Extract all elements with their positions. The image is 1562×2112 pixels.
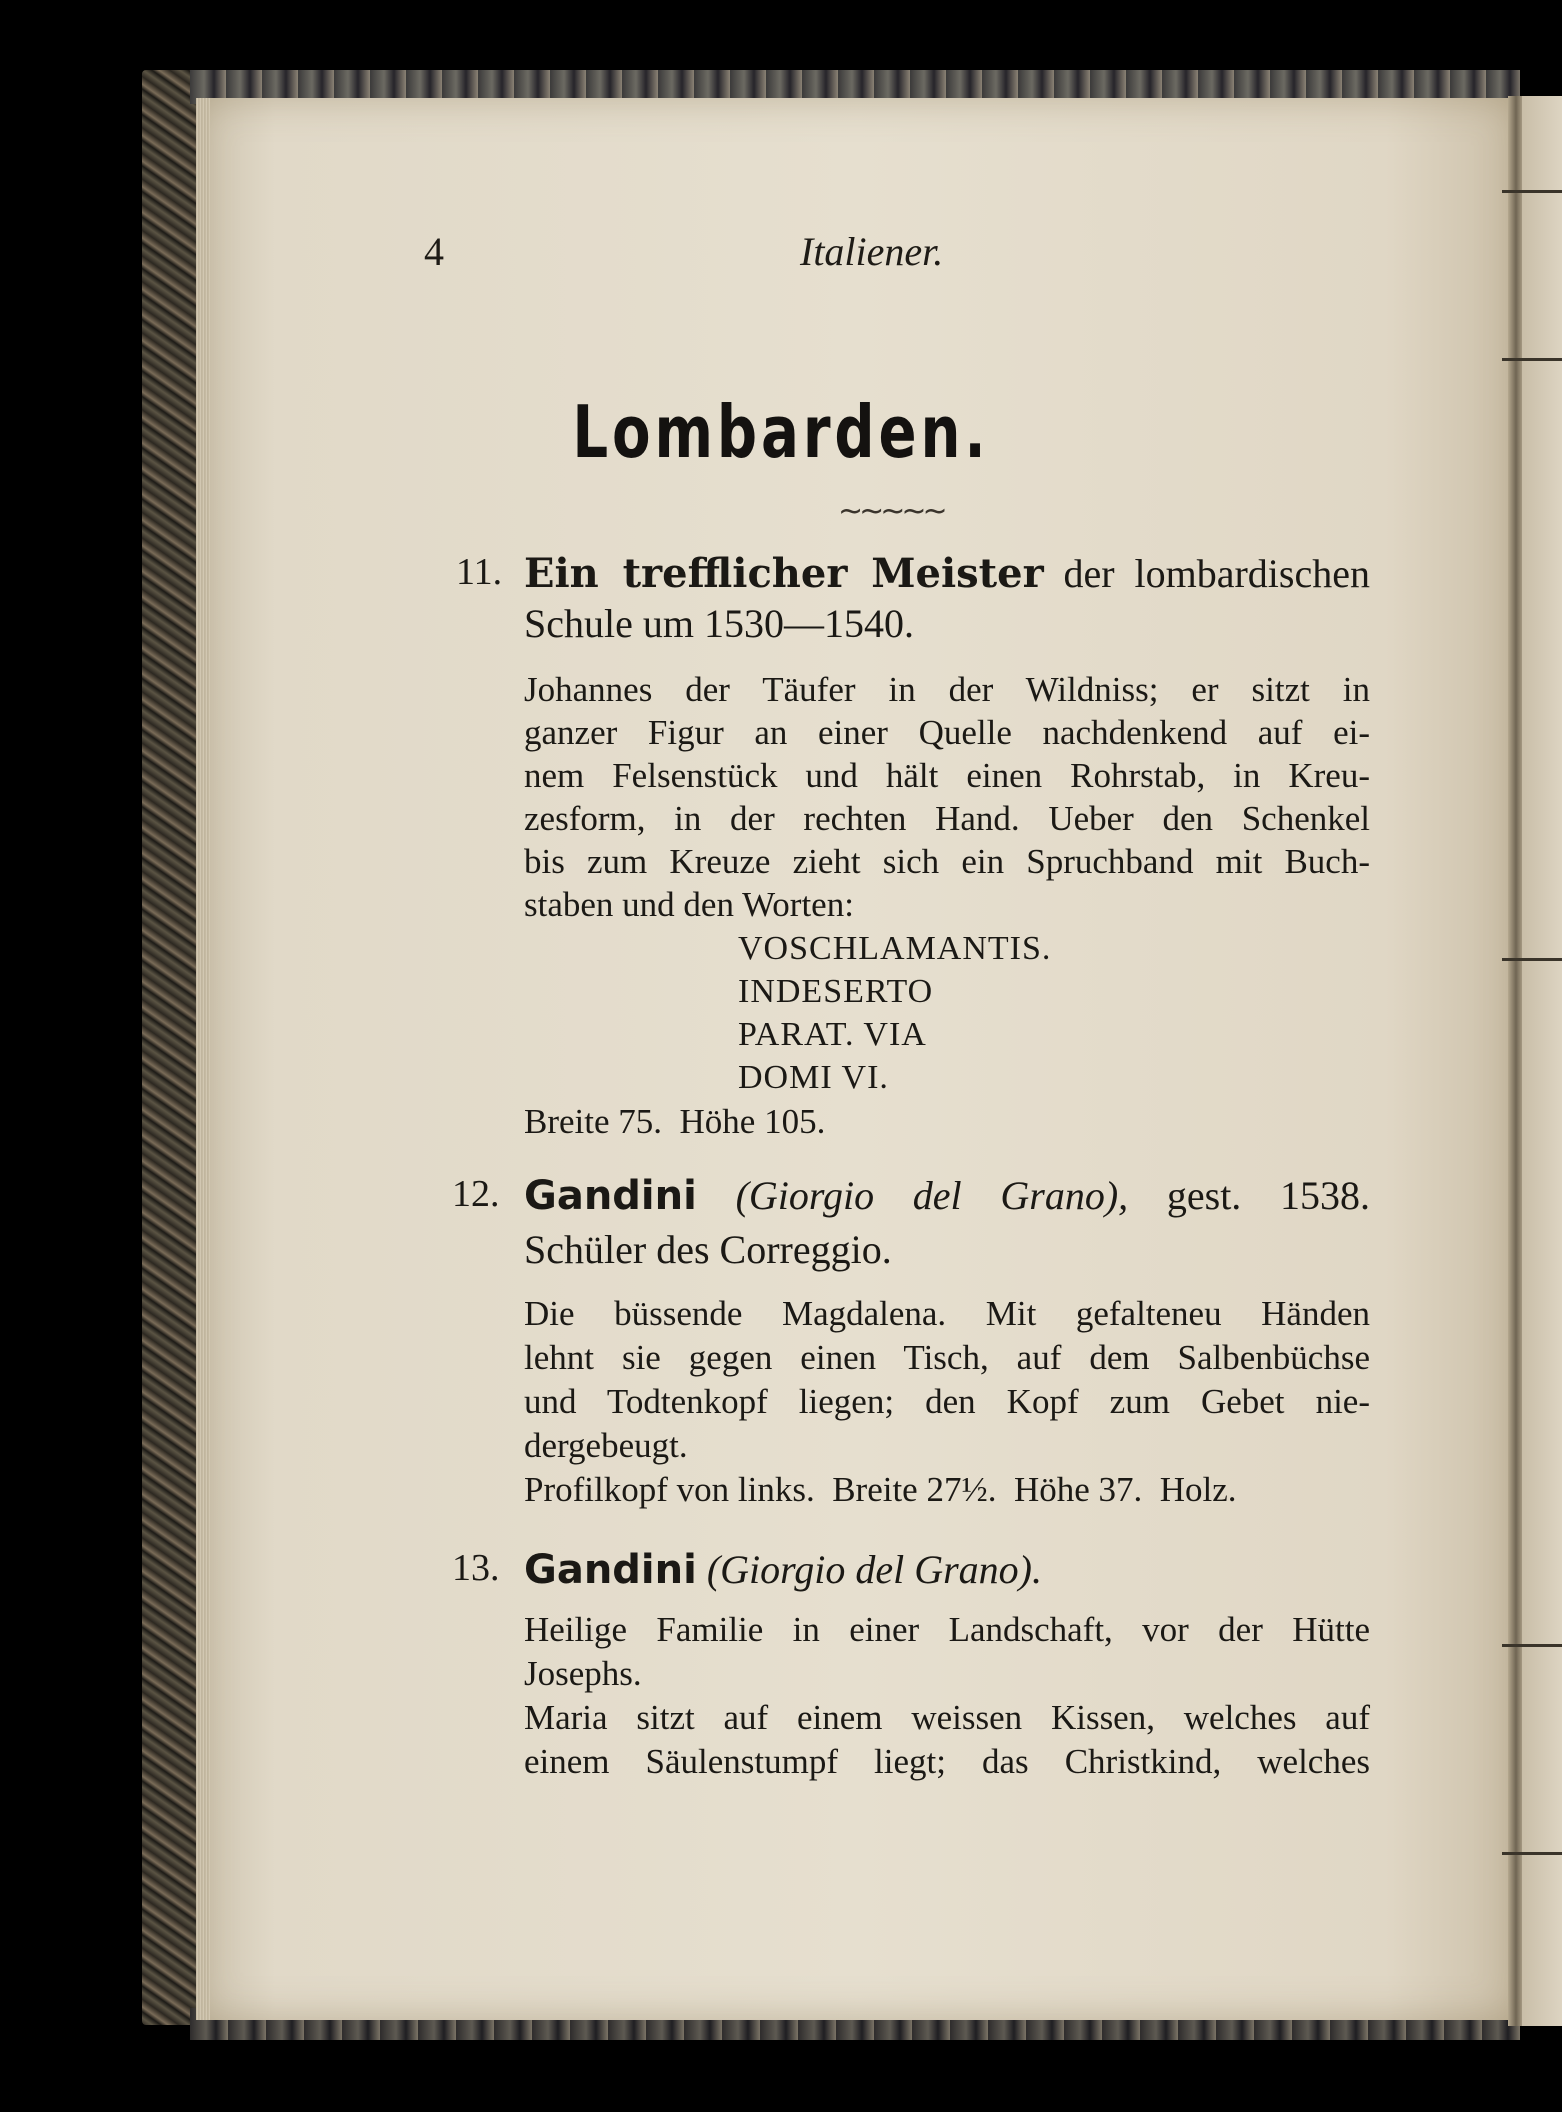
dimensions: Profilkopf von links. Breite 27½. Höhe 37. Holz. — [524, 1470, 1237, 1509]
heading-rest: gest. 1538. — [1166, 1173, 1371, 1218]
text-line: und Todtenkopf liegen; den Kopf zum Gebet nie- — [524, 1382, 1370, 1421]
text-line: nem Felsenstück und hält einen Rohrstab, in Kreu- — [524, 756, 1370, 795]
inscription-line: PARAT. VIA — [738, 1016, 927, 1053]
page-number: 4 — [424, 229, 444, 274]
text-line: Die büssende Magdalena. Mit gefalteneu Händen — [524, 1294, 1370, 1333]
facing-page-edge — [1522, 96, 1562, 2026]
entry-number: 11. — [456, 551, 503, 593]
running-head: Italiener. — [800, 229, 944, 274]
text-line: zesform, in der rechten Hand. Ueber den Schenkel — [524, 799, 1370, 838]
artist-name: Gandini — [524, 1547, 697, 1593]
dimensions: Breite 75. Höhe 105. — [524, 1102, 826, 1141]
section-title: Lombarden. — [572, 390, 990, 474]
heading-rest: der lombardischen — [1063, 551, 1370, 596]
binding-stitch — [1502, 190, 1562, 193]
book-cover-left — [142, 70, 202, 2025]
entry-heading-line2: Schule um 1530—1540. — [524, 601, 914, 646]
text-line: Heilige Familie in einer Landschaft, vor der Hütte — [524, 1610, 1370, 1649]
binding-stitch — [1502, 1644, 1562, 1647]
artist-alias: (Giorgio del Grano). — [706, 1547, 1042, 1592]
inscription-line: INDESERTO — [738, 973, 934, 1010]
binding-stitch — [1502, 958, 1562, 961]
text-line: staben und den Worten: — [524, 885, 854, 924]
title-ornament: ~~~~~ — [838, 494, 944, 529]
text-line: Josephs. — [524, 1654, 642, 1693]
entry-heading-line2: Schüler des Correggio. — [524, 1227, 892, 1272]
inscription-line: DOMI VI. — [738, 1059, 889, 1096]
text-line: Maria sitzt auf einem weissen Kissen, welches auf — [524, 1698, 1370, 1737]
page-edges — [196, 98, 210, 2020]
entry-heading — [524, 1172, 1370, 1219]
inscription-line: VOSCHLAMANTIS. — [738, 930, 1052, 967]
artist-name: Gandini — [524, 1173, 697, 1219]
text-line: Johannes der Täufer in der Wildniss; er sitzt in — [524, 670, 1370, 709]
entry-heading — [524, 550, 1370, 597]
binding-stitch — [1502, 1852, 1562, 1855]
entry-number: 12. — [452, 1173, 500, 1215]
entry-number: 13. — [452, 1547, 500, 1589]
binding-stitch — [1502, 358, 1562, 361]
text-line: ganzer Figur an einer Quelle nachdenkend auf ei- — [524, 713, 1370, 752]
text-line: dergebeugt. — [524, 1426, 688, 1465]
artist-alias: (Giorgio del Grano), — [735, 1173, 1129, 1218]
artist-name: Ein trefflicher Meister — [524, 550, 1044, 597]
text-line: einem Säulenstumpf liegt; das Christkind, welches — [524, 1742, 1370, 1781]
entry-heading — [524, 1546, 1042, 1593]
text-line: bis zum Kreuze zieht sich ein Spruchband mit Buch- — [524, 842, 1370, 881]
text-line: lehnt sie gegen einen Tisch, auf dem Salbenbüchse — [524, 1338, 1370, 1377]
